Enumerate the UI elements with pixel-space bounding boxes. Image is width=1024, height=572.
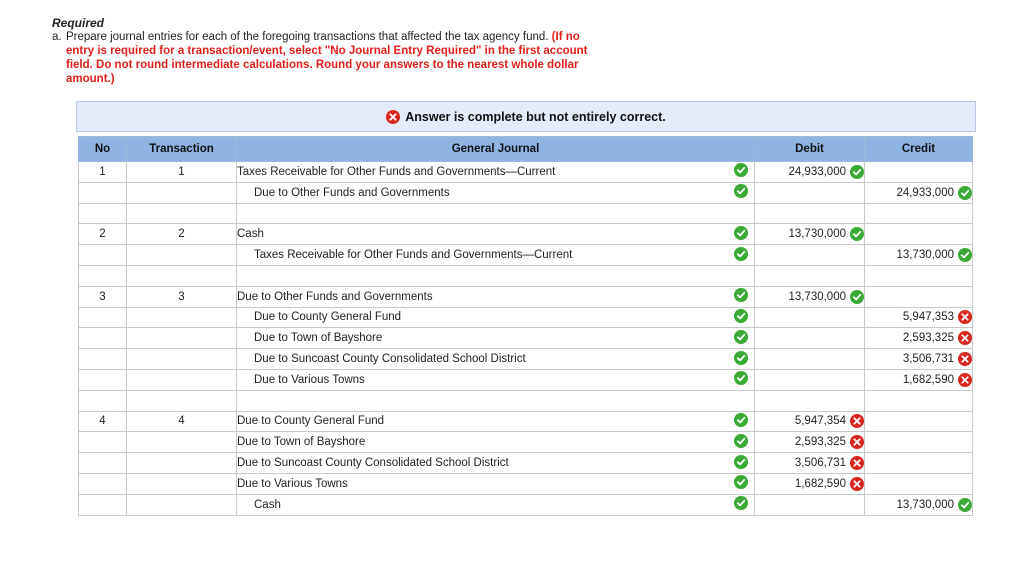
cell-credit[interactable] [865,328,973,349]
credit-value: 5,947,353 [902,311,954,324]
instruction-note-3: field. Do not round intermediate calculations. Round your answers to the nearest whole dollar [66,59,579,71]
cell-transaction[interactable] [127,245,237,266]
x-circle-icon [958,373,972,387]
header-general-journal: General Journal [237,137,755,162]
cell-debit[interactable] [755,286,865,307]
cell-account[interactable] [237,265,729,286]
check-circle-icon [850,290,864,304]
cell-account-status [729,224,755,245]
cell-transaction[interactable] [127,203,237,224]
cell-transaction[interactable] [127,349,237,370]
cell-transaction[interactable] [127,369,237,390]
instruction-note-1: (If no [551,31,580,43]
cell-transaction[interactable]: 4 [127,411,237,432]
answer-status-banner [76,101,976,132]
debit-value: 24,933,000 [788,165,846,178]
check-circle-icon [958,498,972,512]
table-row [79,390,973,411]
credit-value: 3,506,731 [902,353,954,366]
cell-no[interactable] [79,432,127,453]
cell-debit[interactable] [755,224,865,245]
check-circle-icon [734,455,748,469]
cell-transaction[interactable] [127,328,237,349]
cell-debit[interactable] [755,390,865,411]
cell-account[interactable]: Cash [237,224,729,245]
cell-no[interactable] [79,453,127,474]
check-circle-icon [734,413,748,427]
cell-account-status [729,390,755,411]
cell-credit[interactable] [865,162,973,183]
cell-no[interactable]: 4 [79,411,127,432]
debit-value: 13,730,000 [788,228,846,241]
cell-account[interactable]: Cash [237,494,729,515]
debit-value: 1,682,590 [794,477,846,490]
cell-account[interactable]: Due to Various Towns [237,369,729,390]
cell-account[interactable]: Due to Suncoast County Consolidated School District [237,453,729,474]
credit-value: 13,730,000 [896,249,954,262]
cell-account-status [729,328,755,349]
table-row [79,265,973,286]
header-no: No [79,137,127,162]
x-circle-icon [958,310,972,324]
table-row [79,494,973,515]
table-row [79,328,973,349]
cell-debit[interactable] [755,494,865,515]
table-row [79,203,973,224]
cell-account-status [729,307,755,328]
cell-transaction[interactable] [127,453,237,474]
cell-no[interactable]: 3 [79,286,127,307]
cell-no[interactable] [79,349,127,370]
table-row [79,307,973,328]
cell-no[interactable] [79,473,127,494]
cell-no[interactable] [79,245,127,266]
cell-account-status [729,432,755,453]
cell-debit[interactable] [755,265,865,286]
cell-account-status [729,411,755,432]
table-row [79,349,973,370]
instructions [52,30,622,86]
cell-transaction[interactable]: 3 [127,286,237,307]
cell-debit[interactable] [755,203,865,224]
check-circle-icon [958,186,972,200]
cell-credit[interactable] [865,265,973,286]
debit-value: 2,593,325 [794,436,846,449]
x-circle-icon [958,331,972,345]
cell-account-status [729,182,755,203]
cell-account-status [729,473,755,494]
header-transaction: Transaction [127,137,237,162]
cell-account[interactable]: Due to Suncoast County Consolidated School District [237,349,729,370]
cell-account[interactable]: Taxes Receivable for Other Funds and Governments—Current [237,245,729,266]
table-row [79,162,973,183]
banner-text: Answer is complete but not entirely correct. [405,109,666,124]
cell-debit[interactable] [755,369,865,390]
check-circle-icon [734,226,748,240]
cell-account[interactable]: Due to Other Funds and Governments [237,286,729,307]
cell-transaction[interactable] [127,265,237,286]
check-circle-icon [734,184,748,198]
table-row [79,473,973,494]
table-row [79,432,973,453]
cell-credit[interactable] [865,349,973,370]
cell-debit[interactable] [755,182,865,203]
check-circle-icon [734,247,748,261]
cell-credit[interactable] [865,411,973,432]
x-circle-icon [958,352,972,366]
check-circle-icon [734,475,748,489]
check-circle-icon [734,309,748,323]
cell-account[interactable]: Due to Town of Bayshore [237,432,729,453]
table-row [79,453,973,474]
cell-account[interactable]: Due to County General Fund [237,411,729,432]
cell-credit[interactable] [865,390,973,411]
instruction-note-4: amount.) [66,73,115,85]
x-circle-icon [850,414,864,428]
credit-value: 2,593,325 [902,332,954,345]
debit-value: 5,947,354 [794,415,846,428]
cell-debit[interactable] [755,411,865,432]
header-debit: Debit [755,137,865,162]
cell-debit[interactable] [755,349,865,370]
instruction-prefix: a. [52,31,62,43]
instruction-text: Prepare journal entries for each of the foregoing transactions that affected the tax agency fund. [66,31,549,43]
cell-credit[interactable] [865,453,973,474]
debit-value: 13,730,000 [788,290,846,303]
table-header-row [79,137,973,162]
cell-account[interactable]: Due to Town of Bayshore [237,328,729,349]
x-circle-icon [850,435,864,449]
cell-account-status [729,369,755,390]
check-circle-icon [734,330,748,344]
cell-credit[interactable] [865,369,973,390]
check-circle-icon [734,496,748,510]
check-circle-icon [958,248,972,262]
cell-no[interactable]: 1 [79,162,127,183]
cell-transaction[interactable] [127,182,237,203]
cell-no[interactable] [79,494,127,515]
table-row [79,411,973,432]
cell-account-status [729,453,755,474]
cell-transaction[interactable]: 1 [127,162,237,183]
header-credit: Credit [865,137,973,162]
table-row [79,245,973,266]
cell-debit[interactable] [755,328,865,349]
cell-account-status [729,286,755,307]
check-circle-icon [734,288,748,302]
cell-account-status [729,162,755,183]
table-row [79,182,973,203]
cell-credit[interactable] [865,432,973,453]
cell-transaction[interactable] [127,494,237,515]
cell-credit[interactable] [865,286,973,307]
required-title: Required [52,16,105,30]
x-circle-icon [850,456,864,470]
journal-table [78,136,973,516]
credit-value: 24,933,000 [896,186,954,199]
check-circle-icon [734,434,748,448]
cell-debit[interactable] [755,453,865,474]
check-circle-icon [734,351,748,365]
debit-value: 3,506,731 [794,457,846,470]
cell-transaction[interactable] [127,473,237,494]
cell-debit[interactable] [755,473,865,494]
cell-no[interactable] [79,328,127,349]
cell-account[interactable]: Due to County General Fund [237,307,729,328]
cell-debit[interactable] [755,307,865,328]
cell-credit[interactable] [865,245,973,266]
cell-account[interactable]: Taxes Receivable for Other Funds and Governments—Current [237,162,729,183]
instruction-note-2: entry is required for a transaction/event, select "No Journal Entry Required" in the first account [66,45,588,57]
cell-credit[interactable] [865,494,973,515]
cell-credit[interactable] [865,203,973,224]
cell-debit[interactable] [755,432,865,453]
check-circle-icon [850,165,864,179]
credit-value: 13,730,000 [896,498,954,511]
cell-credit[interactable] [865,473,973,494]
table-row [79,224,973,245]
table-row [79,369,973,390]
cell-transaction[interactable] [127,432,237,453]
cell-no[interactable] [79,265,127,286]
cell-debit[interactable] [755,162,865,183]
cell-no[interactable]: 2 [79,224,127,245]
table-row [79,286,973,307]
cell-no[interactable] [79,369,127,390]
x-circle-icon [850,477,864,491]
cell-credit[interactable] [865,307,973,328]
cell-account-status [729,265,755,286]
cell-transaction[interactable] [127,390,237,411]
cell-no[interactable] [79,203,127,224]
check-circle-icon [734,371,748,385]
cell-credit[interactable] [865,182,973,203]
check-circle-icon [734,163,748,177]
cell-account[interactable]: Due to Other Funds and Governments [237,182,729,203]
cell-account-status [729,494,755,515]
cell-credit[interactable] [865,224,973,245]
cell-account-status [729,349,755,370]
cell-account[interactable] [237,390,729,411]
check-circle-icon [850,227,864,241]
cell-transaction[interactable] [127,307,237,328]
cell-account[interactable] [237,203,729,224]
cell-account-status [729,245,755,266]
cell-account[interactable]: Due to Various Towns [237,473,729,494]
cell-no[interactable] [79,307,127,328]
x-circle-icon [386,109,400,124]
cell-no[interactable] [79,182,127,203]
cell-debit[interactable] [755,245,865,266]
credit-value: 1,682,590 [902,373,954,386]
cell-no[interactable] [79,390,127,411]
cell-transaction[interactable]: 2 [127,224,237,245]
cell-account-status [729,203,755,224]
